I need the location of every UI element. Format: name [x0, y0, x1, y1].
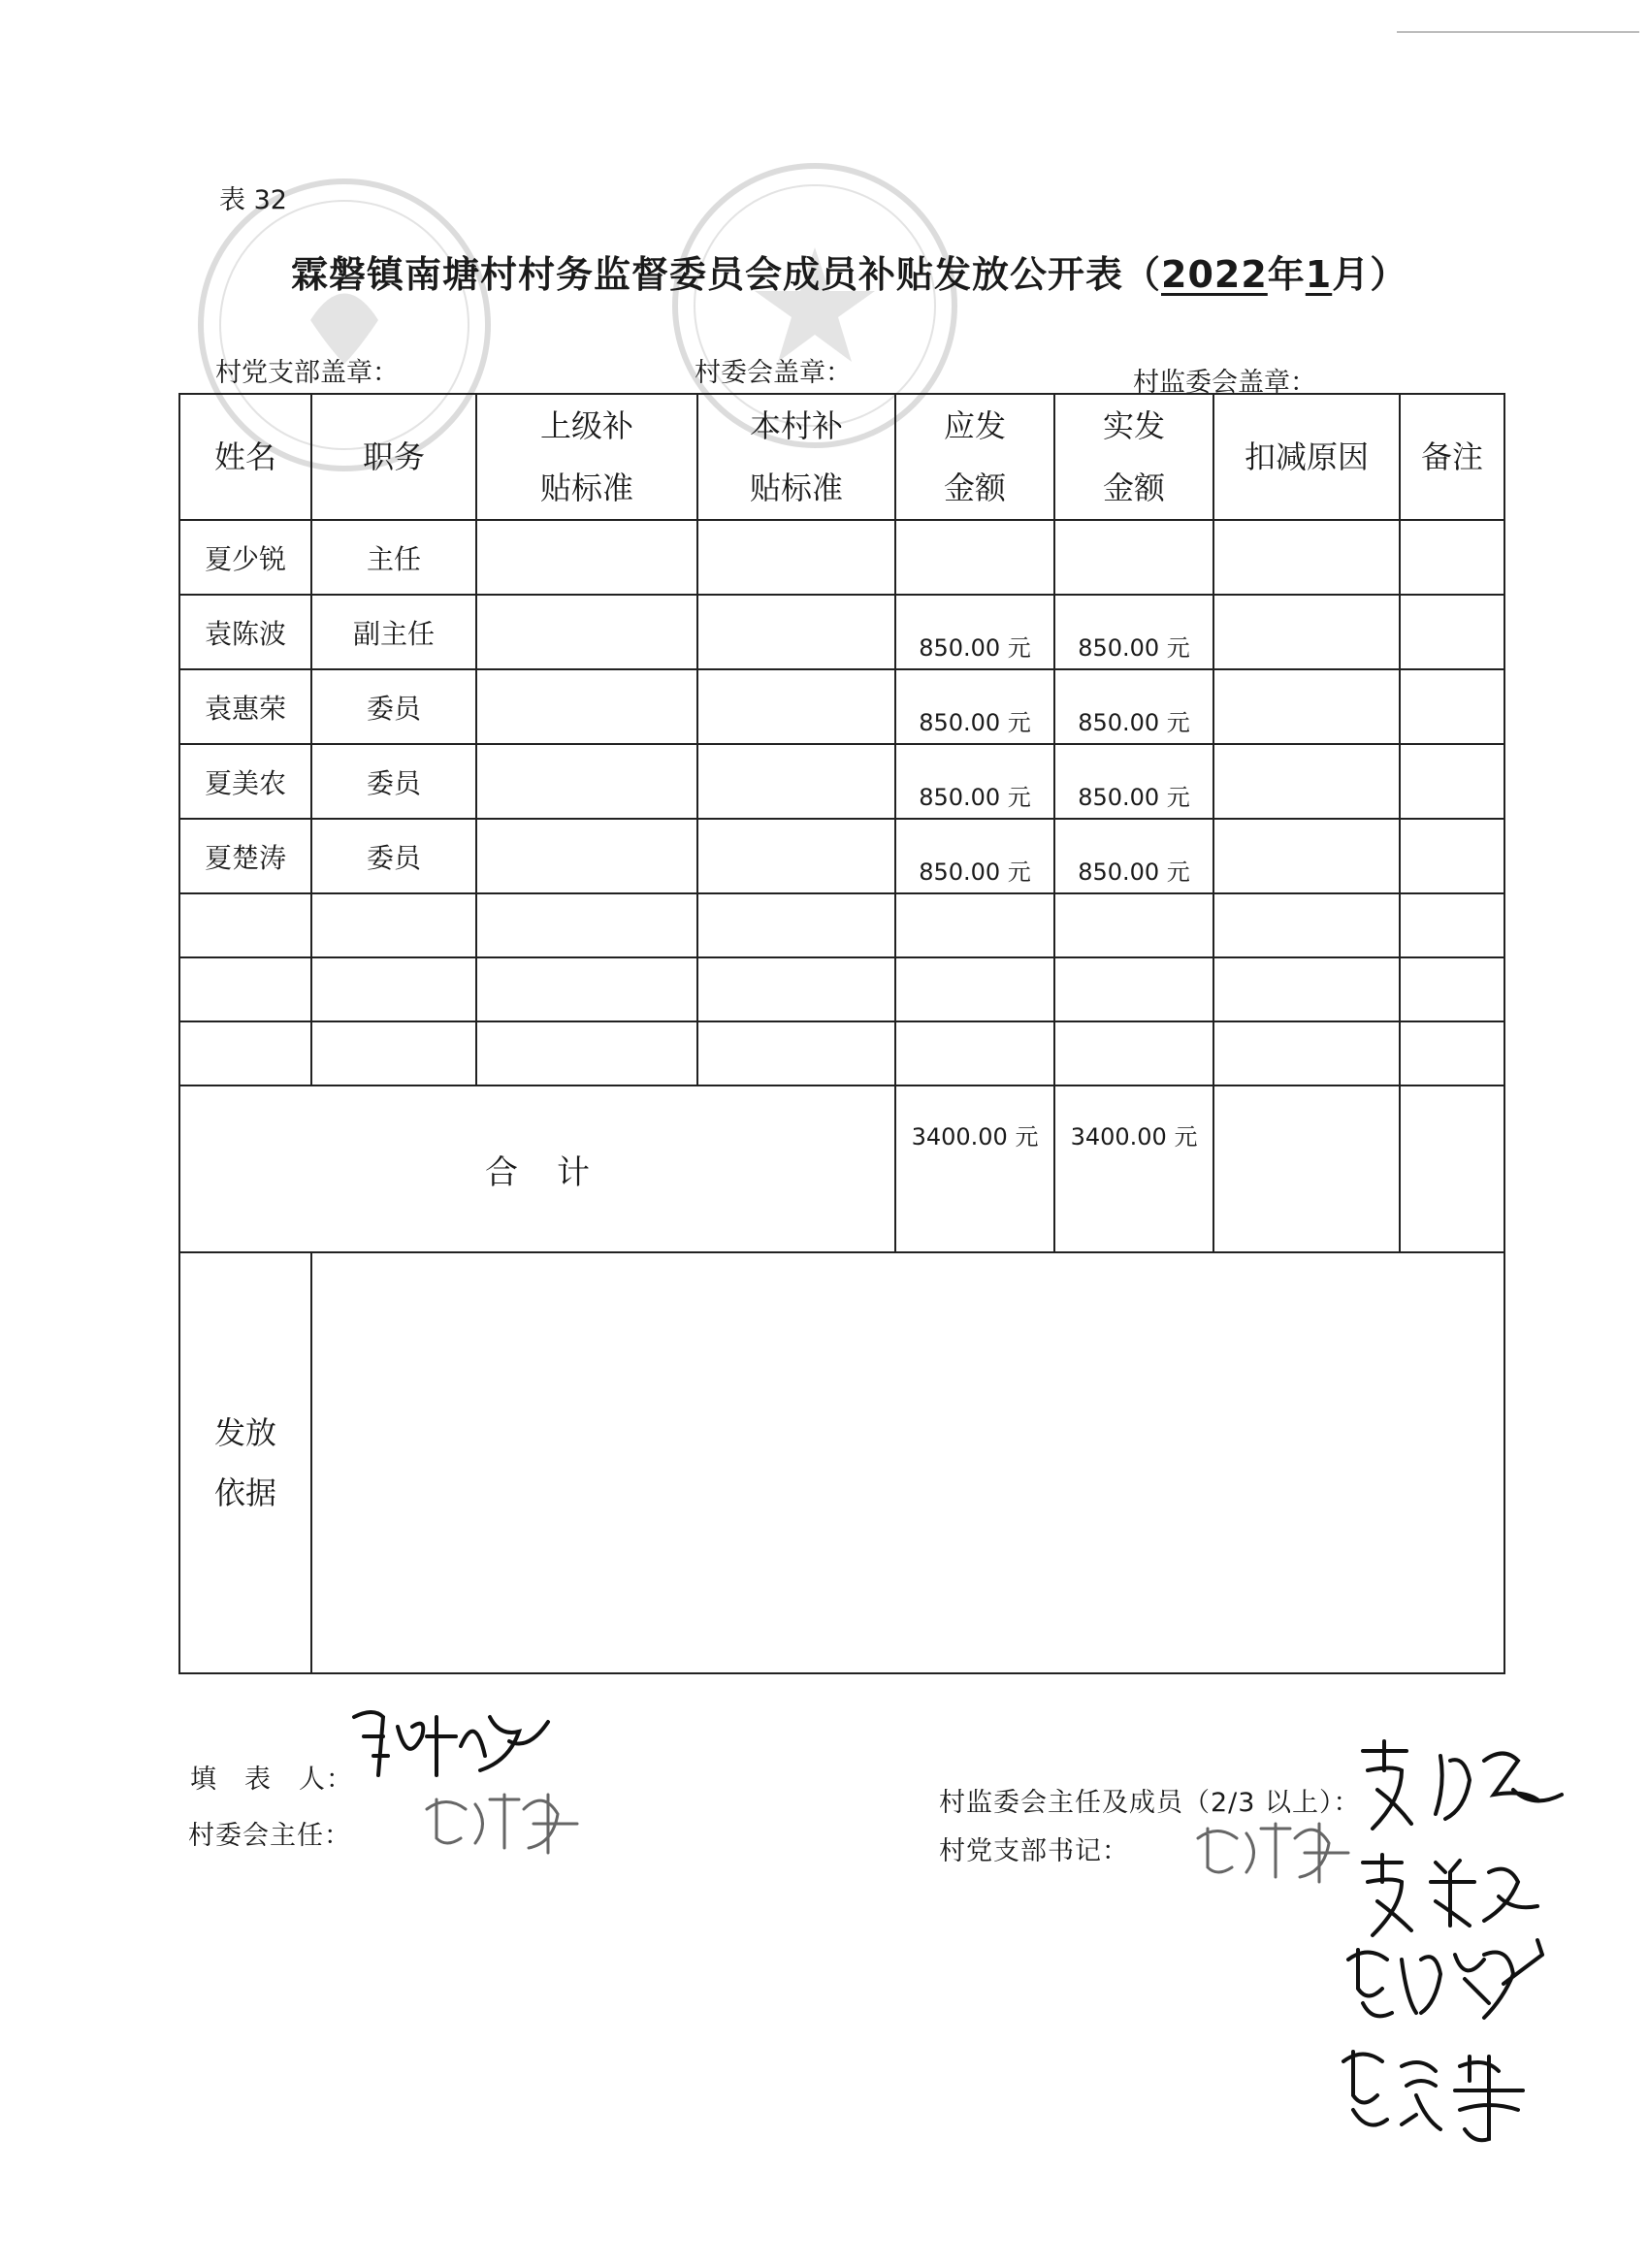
- table-row: [179, 744, 1504, 819]
- subsidy-table: [178, 393, 1505, 1674]
- cell-name: 夏美农: [179, 744, 311, 819]
- cell-deduction-reason: [1213, 595, 1400, 669]
- cell-deduction-reason: [1213, 669, 1400, 744]
- member-signature-4: [1334, 2037, 1557, 2154]
- cell-remark: [1400, 595, 1504, 669]
- total-remark: [1400, 1085, 1504, 1252]
- cell-amount-paid: 850.00 元: [1054, 819, 1213, 893]
- col-header-upper-l2: 贴标准: [539, 470, 633, 506]
- col-header-amount-paid: [1054, 394, 1213, 520]
- cell-amount-due: 850.00 元: [895, 595, 1054, 669]
- cell-amount-due: 850.00 元: [895, 744, 1054, 819]
- cell-position: 委员: [311, 669, 476, 744]
- total-deduction-reason: [1213, 1085, 1400, 1252]
- col-header-due-l2: 金额: [943, 470, 1006, 506]
- col-header-village-standard: [697, 394, 895, 520]
- basis-label-l1: 发放: [213, 1414, 276, 1451]
- col-header-due-l1: 应发: [943, 407, 1006, 444]
- table-header-row: [179, 394, 1504, 520]
- filler-label: 填 表 人：: [190, 1765, 353, 1795]
- cell-upper-standard: [476, 744, 697, 819]
- empty-row: [179, 893, 1504, 957]
- table-row: [179, 819, 1504, 893]
- empty-row: [179, 1021, 1504, 1085]
- total-label: 合计: [179, 1085, 895, 1252]
- cell-name: 袁陈波: [179, 595, 311, 669]
- supervision-members-label: 村监委会主任及成员（2/3 以上）：: [939, 1788, 1361, 1818]
- cell-position: 副主任: [311, 595, 476, 669]
- cell-upper-standard: [476, 595, 697, 669]
- cell-position: 委员: [311, 744, 476, 819]
- table-row: [179, 520, 1504, 595]
- cell-village-standard: [697, 819, 895, 893]
- cell-amount-due: [895, 520, 1054, 595]
- col-header-upper-standard: [476, 394, 697, 520]
- cell-village-standard: [697, 744, 895, 819]
- party-secretary-signature: [1188, 1804, 1363, 1892]
- title-year: 2022: [1161, 253, 1268, 296]
- cell-remark: [1400, 669, 1504, 744]
- col-header-amount-due: [895, 394, 1054, 520]
- col-header-village-l2: 贴标准: [749, 470, 843, 506]
- cell-amount-paid: [1054, 520, 1213, 595]
- col-header-paid-l1: 实发: [1102, 407, 1165, 444]
- supervision-seal-label: 村监委会盖章：: [1133, 368, 1316, 398]
- party-secretary-label: 村党支部书记：: [939, 1836, 1129, 1866]
- cell-remark: [1400, 744, 1504, 819]
- col-header-position: 职务: [311, 394, 476, 520]
- cell-amount-paid: 850.00 元: [1054, 595, 1213, 669]
- village-director-signature: [417, 1775, 592, 1863]
- cell-upper-standard: [476, 520, 697, 595]
- cell-name: 夏少锐: [179, 520, 311, 595]
- scan-edge-line: [1397, 31, 1639, 33]
- basis-label-l2: 依据: [213, 1474, 276, 1511]
- total-amount-paid: 3400.00 元: [1054, 1085, 1213, 1252]
- cell-amount-paid: 850.00 元: [1054, 669, 1213, 744]
- col-header-remark: 备注: [1400, 394, 1504, 520]
- cell-deduction-reason: [1213, 520, 1400, 595]
- title-month: 1: [1305, 253, 1333, 296]
- table-row: [179, 595, 1504, 669]
- cell-name: 夏楚涛: [179, 819, 311, 893]
- cell-village-standard: [697, 595, 895, 669]
- cell-name: 袁惠荣: [179, 669, 311, 744]
- basis-label: [179, 1252, 311, 1673]
- member-signature-2: [1353, 1843, 1547, 1940]
- table-number: 表 32: [219, 185, 287, 215]
- total-row: [179, 1085, 1504, 1252]
- title-main: 霖磐镇南塘村村务监督委员会成员补贴发放公开表（: [291, 253, 1162, 296]
- village-committee-seal-label: 村委会盖章：: [695, 358, 852, 388]
- party-branch-seal-label: 村党支部盖章：: [215, 358, 399, 388]
- cell-deduction-reason: [1213, 744, 1400, 819]
- cell-village-standard: [697, 520, 895, 595]
- title-year-unit: 年: [1267, 253, 1306, 296]
- cell-upper-standard: [476, 819, 697, 893]
- member-signature-3: [1339, 1930, 1562, 2037]
- basis-row: [179, 1252, 1504, 1673]
- col-header-name: 姓名: [179, 394, 311, 520]
- cell-remark: [1400, 520, 1504, 595]
- col-header-village-l1: 本村补: [749, 407, 843, 444]
- cell-upper-standard: [476, 669, 697, 744]
- page-title: [291, 244, 1407, 298]
- empty-row: [179, 957, 1504, 1021]
- title-month-unit: 月）: [1332, 253, 1408, 296]
- table-row: [179, 669, 1504, 744]
- col-header-paid-l2: 金额: [1102, 470, 1165, 506]
- cell-amount-paid: 850.00 元: [1054, 744, 1213, 819]
- village-director-label: 村委会主任：: [188, 1821, 351, 1851]
- cell-position: 委员: [311, 819, 476, 893]
- member-signature-1: [1353, 1732, 1576, 1838]
- col-header-deduction-reason: 扣减原因: [1213, 394, 1400, 520]
- cell-amount-due: 850.00 元: [895, 819, 1054, 893]
- total-amount-due: 3400.00 元: [895, 1085, 1054, 1252]
- cell-remark: [1400, 819, 1504, 893]
- basis-content: [311, 1252, 1504, 1673]
- cell-deduction-reason: [1213, 819, 1400, 893]
- col-header-upper-l1: 上级补: [539, 407, 633, 444]
- cell-position: 主任: [311, 520, 476, 595]
- cell-amount-due: 850.00 元: [895, 669, 1054, 744]
- cell-village-standard: [697, 669, 895, 744]
